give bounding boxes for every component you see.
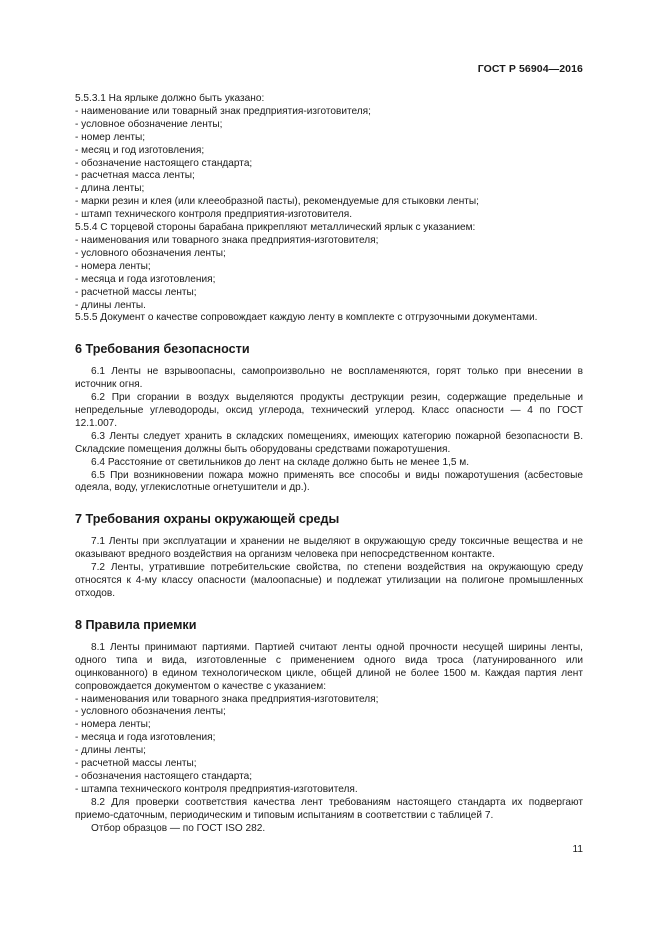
list-item: - обозначения настоящего стандарта; (75, 770, 253, 782)
list-item: - номера ленты; (75, 260, 151, 272)
section-8-heading: 8 Правила приемки (75, 617, 197, 632)
list-item: - обозначение настоящего стандарта; (75, 157, 253, 169)
list-item: - длина ленты; (75, 183, 145, 195)
clause-6-1: 6.1 Ленты не взрывоопасны, самопроизвольно не воспламеняются, горят только при внесении в источник огня. (75, 366, 583, 391)
clause-7-2: 7.2 Ленты, утратившие потребительские свойства, по степени воздействия на окружающую среду относятся к 4-му классу опасности (малоопасные) и подлежат утилизации на полигоне промышленных отходов. (75, 562, 583, 599)
clause-8-2-sampling: Отбор образцов — по ГОСТ ISO 282. (91, 822, 266, 834)
section-7-heading: 7 Требования охраны окружающей среды (75, 512, 340, 527)
list-item: - условное обозначение ленты; (75, 118, 223, 130)
page-number: 11 (572, 844, 583, 855)
list-item: - наименования или товарного знака предприятия-изготовителя; (75, 234, 379, 246)
clause-6-3: 6.3 Ленты следует хранить в складских помещениях, имеющих категорию пожарной безопасности В. Складские помещения должны быть оборудованы средствами пожаротушения. (75, 430, 583, 455)
document-body (75, 93, 583, 836)
clause-5-5-4-intro: 5.5.4 С торцевой стороны барабана прикрепляют металлический ярлык с указанием: (75, 222, 476, 234)
document-header: ГОСТ Р 56904—2016 (477, 63, 583, 75)
clause-6-2: 6.2 При сгорании в воздух выделяются продукты деструкции резин, содержащие предельные и непредельные углеводороды, оксид углерода, технический углерод. Класс опасности — 4 по ГОСТ 12.1.007. (75, 392, 583, 429)
list-item: - месяца и года изготовления; (75, 732, 216, 744)
list-item: - месяца и года изготовления; (75, 273, 216, 285)
clause-5-5-5: 5.5.5 Документ о качестве сопровождает каждую ленту в комплекте с отгрузочными документами. (75, 312, 538, 324)
clause-5-5-3-1-intro: 5.5.3.1 На ярлыке должно быть указано: (75, 93, 265, 104)
clause-6-5: 6.5 При возникновении пожара можно применять все способы и виды пожаротушения (асбестовые одеяла, воду, углекислотные огнетушители и др.). (75, 469, 583, 494)
list-item: - штамп технического контроля предприятия-изготовителя. (75, 209, 353, 221)
list-item: - условного обозначения ленты; (75, 706, 226, 718)
list-item: - длины ленты; (75, 745, 146, 757)
section-6-heading: 6 Требования безопасности (75, 342, 250, 357)
clause-7-1: 7.1 Ленты при эксплуатации и хранении не выделяют в окружающую среду токсичные вещества и не оказывают вредного воздействия на организм человека при непосредственном контакте. (75, 536, 583, 561)
clause-8-2: 8.2 Для проверки соответствия качества лент требованиям настоящего стандарта их подвергают приемо-сдаточным, периодическим и типовым испытаниям в соответствии с таблицей 7. (75, 796, 583, 821)
list-item: - номера ленты; (75, 719, 151, 731)
clause-8-1: 8.1 Ленты принимают партиями. Партией считают ленты одной прочности несущей ширины ленты, одного типа и вида, изготовленные с применением одного вида троса (латунированного или оцинкованного) в едином технологическом цикле, общей длиной не более 1500 м. Каждая партия лент сопровождается документом о качестве с указанием: (75, 641, 583, 692)
list-item: - расчетной массы ленты; (75, 286, 197, 298)
list-item: - расчетной массы ленты; (75, 758, 197, 770)
list-item: - длины ленты. (75, 299, 146, 311)
list-item: - расчетная масса ленты; (75, 170, 195, 182)
list-item: - штампа технического контроля предприятия-изготовителя. (75, 783, 358, 795)
list-item: - наименование или товарный знак предприятия-изготовителя; (75, 105, 371, 117)
list-item: - номер ленты; (75, 131, 146, 143)
list-item: - месяц и год изготовления; (75, 144, 205, 156)
list-item: - марки резин и клея (или клееобразной пасты), рекомендуемые для стыковки ленты; (75, 196, 479, 208)
list-item: - наименования или товарного знака предприятия-изготовителя; (75, 693, 379, 705)
list-item: - условного обозначения ленты; (75, 247, 226, 259)
clause-6-4: 6.4 Расстояние от светильников до лент на складе должно быть не менее 1,5 м. (91, 456, 470, 468)
